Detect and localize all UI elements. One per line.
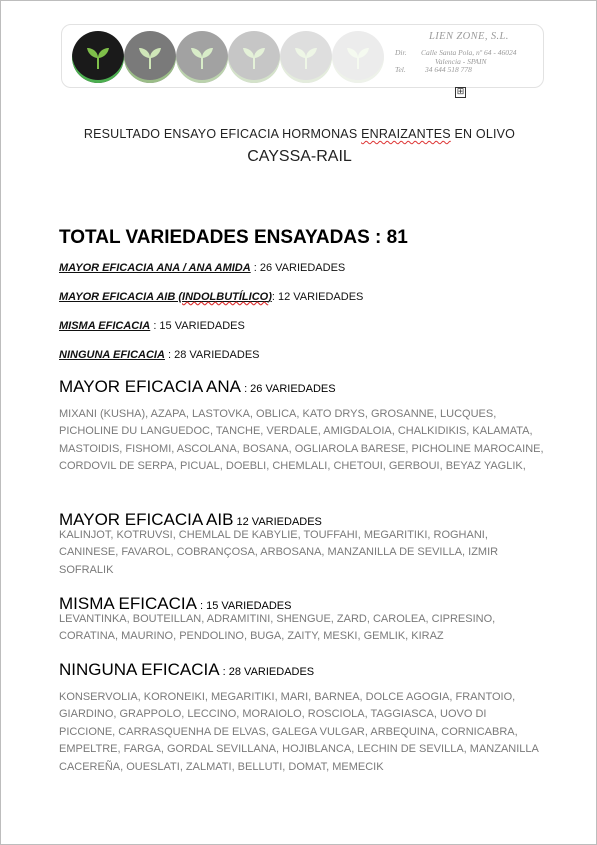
summary-ninguna-label: NINGUNA EFICACIA: [59, 349, 165, 361]
total-varieties-heading: TOTAL VARIEDADES ENSAYADAS : 81: [59, 227, 408, 248]
variety-list-ninguna: KONSERVOLIA, KORONEIKI, MEGARITIKI, MARI, BARNEA, DOLCE AGOGIA, FRANTOIO, GIARDINO, GRAPPOLO, LECCINO, MORAIOLO, ROSCIOLA, TAGGIASCA, UOVO DI PICCIONE, CARRASQUENHA DE ELVAS, GALEGA VULGAR, ARBEQUINA, CORNICABRA, EMPELTRE, FARGA, GORDAL SEVILLANA, HOJIBLANCA, LECHIN DE SEVILLA, MANZANILLA CACEREÑA, OUESLATI, ZALMATI, BELLUTI, DOMAT, MEMECIK: [59, 691, 539, 773]
section-heading-aib: MAYOR EFICACIA AIB 12 VARIEDADES: [59, 510, 322, 529]
title-text-2: EN OLIVO: [450, 127, 516, 141]
summary-aib-count: : 12 VARIEDADES: [271, 291, 364, 303]
document-subtitle: CAYSSA-RAIL: [247, 148, 352, 165]
address-city: Valencia - SPAIN: [435, 57, 487, 66]
summary-misma: [59, 320, 245, 332]
summary-misma-label: MISMA EFICACIA: [59, 320, 151, 332]
summary-ninguna: [59, 349, 260, 361]
summary-misma-count: : 15 VARIEDADES: [150, 320, 245, 332]
title-text-1: RESULTADO ENSAYO EFICACIA HORMONAS: [83, 127, 362, 141]
phone-number: 34 644 518 778: [425, 65, 472, 74]
summary-aib-label: MAYOR EFICACIA AIB (INDOLBUTÍLICO): [59, 291, 272, 303]
summary-ana: [59, 262, 345, 274]
address-label: Dir.: [395, 48, 407, 57]
sprout-logo-icon: [124, 31, 176, 83]
address-street: Calle Santa Pola, nº 64 - 46024: [421, 48, 517, 57]
document-title: [1, 127, 597, 141]
summary-ana-label: MAYOR EFICACIA ANA / ANA AMIDA: [59, 262, 251, 274]
title-text-spellcheck: ENRAIZANTES: [361, 127, 451, 141]
sprout-icon: [135, 42, 165, 72]
sprout-logo-icon: [72, 31, 124, 83]
sprout-icon: [343, 42, 373, 72]
sprout-logo-icon: [280, 31, 332, 83]
section-heading-ninguna: NINGUNA EFICACIA : 28 VARIEDADES: [59, 660, 315, 679]
section-heading-ana: MAYOR EFICACIA ANA : 26 VARIEDADES: [59, 377, 336, 396]
phone-label: Tel.: [395, 65, 406, 74]
summary-ninguna-count: : 28 VARIEDADES: [164, 349, 260, 361]
sprout-icon: [291, 42, 321, 72]
letterhead-banner: [61, 24, 544, 88]
company-name: LIEN ZONE, S.L.: [429, 31, 509, 42]
sprout-logo-icon: [176, 31, 228, 83]
sprout-icon: [83, 42, 113, 72]
variety-list-ana: MIXANI (KUSHA), AZAPA, LASTOVKA, OBLICA, KATO DRYS, GROSANNE, LUCQUES, PICHOLINE DU LANGUEDOC, TANCHE, VERDALE, AMIGDALOIA, CHALKIDIKIS, KALAMATA, MASTOIDIS, FISHOMI, ASCOLANA, BOSANA, OGLIAROLA BARESE, PICHOLINE MAROCAINE, CORDOVIL DE SERPA, PICUAL, DOEBLI, CHEMLALI, CHETOUI, GERBOUI, BEYAZ YAGLIK,: [59, 408, 544, 473]
section-heading-misma: MISMA EFICACIA : 15 VARIEDADES: [59, 594, 292, 613]
sprout-icon: [239, 42, 269, 72]
sprout-icon: [187, 42, 217, 72]
variety-list-misma: LEVANTINKA, BOUTEILLAN, ADRAMITINI, SHENGUE, ZARD, CAROLEA, CIPRESINO, CORATINA, MAURINO, PENDOLINO, BUGA, ZAITY, MESKI, GEMLIK, KIRAZ: [59, 613, 496, 643]
variety-list-aib: KALINJOT, KOTRUVSI, CHEMLAL DE KABYLIE, TOUFFAHI, MEGARITIKI, ROGHANI, CANINESE, FAVAROL, COBRANÇOSA, ARBOSANA, MANZANILLA DE SEVILLA, IZMIR SOFRALIK: [59, 529, 499, 576]
sprout-logo-icon: [228, 31, 280, 83]
summary-ana-count: : 26 VARIEDADES: [250, 262, 346, 274]
company-address: [395, 49, 535, 74]
sprout-logo-icon: [332, 31, 384, 83]
expand-icon[interactable]: ⊞: [456, 87, 465, 97]
summary-aib: [59, 291, 363, 303]
